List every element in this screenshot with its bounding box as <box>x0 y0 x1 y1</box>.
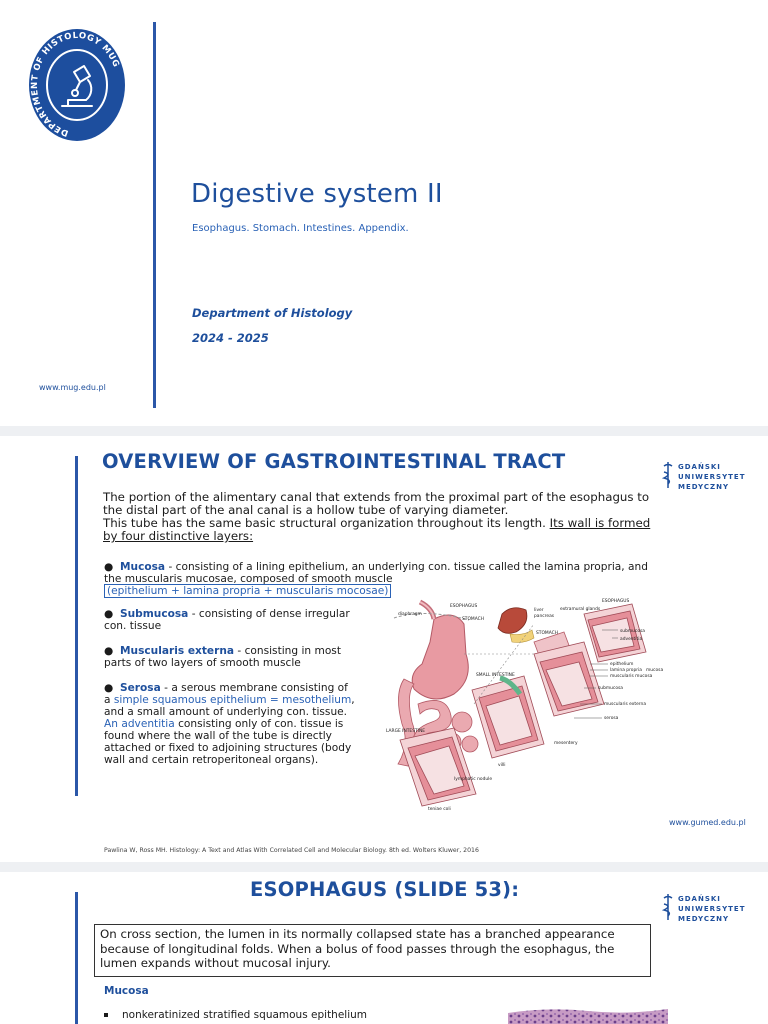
logo-line-1: GDAŃSKI <box>678 463 721 471</box>
serosa-text3: and a small amount of underlying con. tissue. <box>104 706 348 718</box>
label-pancreas: pancreas <box>534 614 555 619</box>
muscularis-key: Muscularis externa <box>119 645 235 657</box>
serosa-bullet: ● Serosa - a serous membrane consisting of a simple squamous epithelium = mesothelium, and a small amount of underlying con. tissue. An adventitia consisting only of con. tissue is found where the wall of the tube is directly attached or fixed to adjoining structures (body wall and certain retroperitoneal organs). <box>104 682 355 766</box>
mucosa-key: Mucosa <box>119 561 166 573</box>
submucosa-key: Submucosa <box>119 608 189 620</box>
submucosa-bullet: ● Submucosa - consisting of dense irregular con. tissue <box>104 608 350 632</box>
mucosa-formula: (epithelium + lamina propria + muscularis mocosae) <box>104 584 391 598</box>
label-stomach-2: STOMACH <box>536 631 559 636</box>
slide-heading: ESOPHAGUS (SLIDE 53): <box>250 878 520 901</box>
department-name: Department of Histology <box>192 306 353 320</box>
mucosa-bullet: ● Mucosa - consisting of a lining epithelium, an underlying con. tissue called the lamina propria, and the muscularis mucosae, composed of smooth muscle (epithelium + lamina propria + muscularis mocosae) <box>104 561 648 597</box>
slide-separator <box>0 862 768 872</box>
logo-line-3: MEDYCZNY <box>678 483 730 491</box>
label-stomach: STOMACH <box>462 617 485 622</box>
presentation-title: Digestive system II <box>191 179 443 209</box>
slide-separator <box>0 426 768 436</box>
academic-year: 2024 - 2025 <box>192 331 269 345</box>
accent-bar <box>153 22 156 408</box>
micrograph-image <box>508 1007 668 1024</box>
mesothelium-term: simple squamous epithelium = mesothelium <box>113 694 352 706</box>
gumed-logo <box>662 892 752 926</box>
muscularis-text: - consisting in most parts of two layers of smooth muscle <box>104 645 341 669</box>
epithelium-bullet-text: nonkeratinized stratified squamous epithelium <box>122 1009 368 1021</box>
adventitia-term: An adventitia <box>104 718 175 730</box>
serosa-text2b: , <box>351 694 355 706</box>
slide-heading: OVERVIEW OF GASTROINTESTINAL TRACT <box>102 450 566 473</box>
label-epithelium: epithelium <box>610 662 634 667</box>
serosa-text1: - a serous membrane consisting of <box>160 682 348 694</box>
square-bullet-icon <box>104 1013 108 1017</box>
citation: Pawlina W, Ross MH. Histology: A Text and Atlas With Correlated Cell and Molecular Biology. 8th ed. Wolters Kluwer, 2016 <box>104 847 479 854</box>
intro-p1: The portion of the alimentary canal that extends from the proximal part of the esophagus to the distal part of the anal canal is a hollow tube of varying diameter. <box>103 490 650 517</box>
logo-line-3: MEDYCZNY <box>678 915 730 923</box>
accent-bar <box>75 456 78 796</box>
lumen-description-box: On cross section, the lumen in its normally collapsed state has a branched appearance because of longitudinal folds. When a bolus of food passes through the esophagus, the lumen expands without mucosal injury. <box>94 924 651 977</box>
label-liver: liver <box>534 608 544 613</box>
histology-department-seal-icon <box>28 28 126 142</box>
intro-p2b: Its wall is formed by four distinctive layers: <box>103 516 651 543</box>
esophagus-slide <box>0 872 768 1024</box>
gumed-logo <box>662 460 752 494</box>
caduceus-icon <box>662 892 674 922</box>
label-extramural: extramural glands <box>560 607 601 612</box>
label-lamina-propria: lamina propria <box>610 668 642 673</box>
label-muscularis-mucosa: muscularis mucosa <box>610 674 653 679</box>
label-small-intestine: SMALL INTESTINE <box>476 673 515 678</box>
muscularis-bullet: ● Muscularis externa - consisting in most parts of two layers of smooth muscle <box>104 645 341 669</box>
gi-tract-overview-slide <box>0 436 768 862</box>
epithelium-bullet <box>104 1009 367 1021</box>
title-slide <box>0 0 768 426</box>
serosa-key: Serosa <box>119 682 161 694</box>
serosa-text2a: a <box>104 694 114 706</box>
label-adventitia: adventitia <box>620 637 643 642</box>
label-esophagus-right: ESOPHAGUS <box>602 599 630 604</box>
intro-p2a: This tube has the same basic structural organization throughout its length. <box>103 516 550 530</box>
gumed-website-link[interactable]: www.gumed.edu.pl <box>669 818 746 827</box>
label-muscularis-externa: muscularis externa <box>604 702 647 707</box>
label-tenia-coli: teniae coli <box>428 807 451 812</box>
mucosa-subheading: Mucosa <box>104 985 149 997</box>
label-serosa: serosa <box>604 716 619 721</box>
gi-tract-wall-illustration <box>384 594 669 812</box>
mug-website-link[interactable]: www.mug.edu.pl <box>39 383 106 392</box>
label-diaphragm: diaphragm <box>398 612 422 617</box>
logo-line-1: GDAŃSKI <box>678 895 721 903</box>
submucosa-text: - consisting of dense irregular con. tissue <box>104 608 350 632</box>
label-large-intestine: LARGE INTESTINE <box>386 729 426 734</box>
presentation-subtitle: Esophagus. Stomach. Intestines. Appendix. <box>192 223 409 234</box>
serosa-text4: consisting only of con. tissue is found where the wall of the tube is directly attached or fixed to adjoining structures (body wall and certain retroperitoneal organs). <box>104 718 352 766</box>
logo-line-2: UNIWERSYTET <box>678 473 746 481</box>
label-mesentery: mesentery <box>554 741 578 746</box>
label-mucosa: mucosa <box>646 668 664 673</box>
caduceus-icon <box>662 460 674 490</box>
seal-text: DEPARTMENT OF HISTOLOGY MUG <box>30 30 121 138</box>
logo-line-2: UNIWERSYTET <box>678 905 746 913</box>
label-submucosa: submucosa <box>620 629 645 634</box>
mucosa-text: - consisting of a lining epithelium, an underlying con. tissue called the lamina propria, and the muscularis mucosae, composed of smooth muscle <box>104 561 648 585</box>
intro-paragraph <box>103 491 663 543</box>
label-submucosa-2: submucosa <box>598 686 623 691</box>
label-villi: villi <box>498 763 506 768</box>
label-esophagus-top: ESOPHAGUS <box>450 604 478 609</box>
label-lymphatic-nodule: lymphatic nodule <box>454 777 493 782</box>
accent-bar <box>75 892 78 1024</box>
